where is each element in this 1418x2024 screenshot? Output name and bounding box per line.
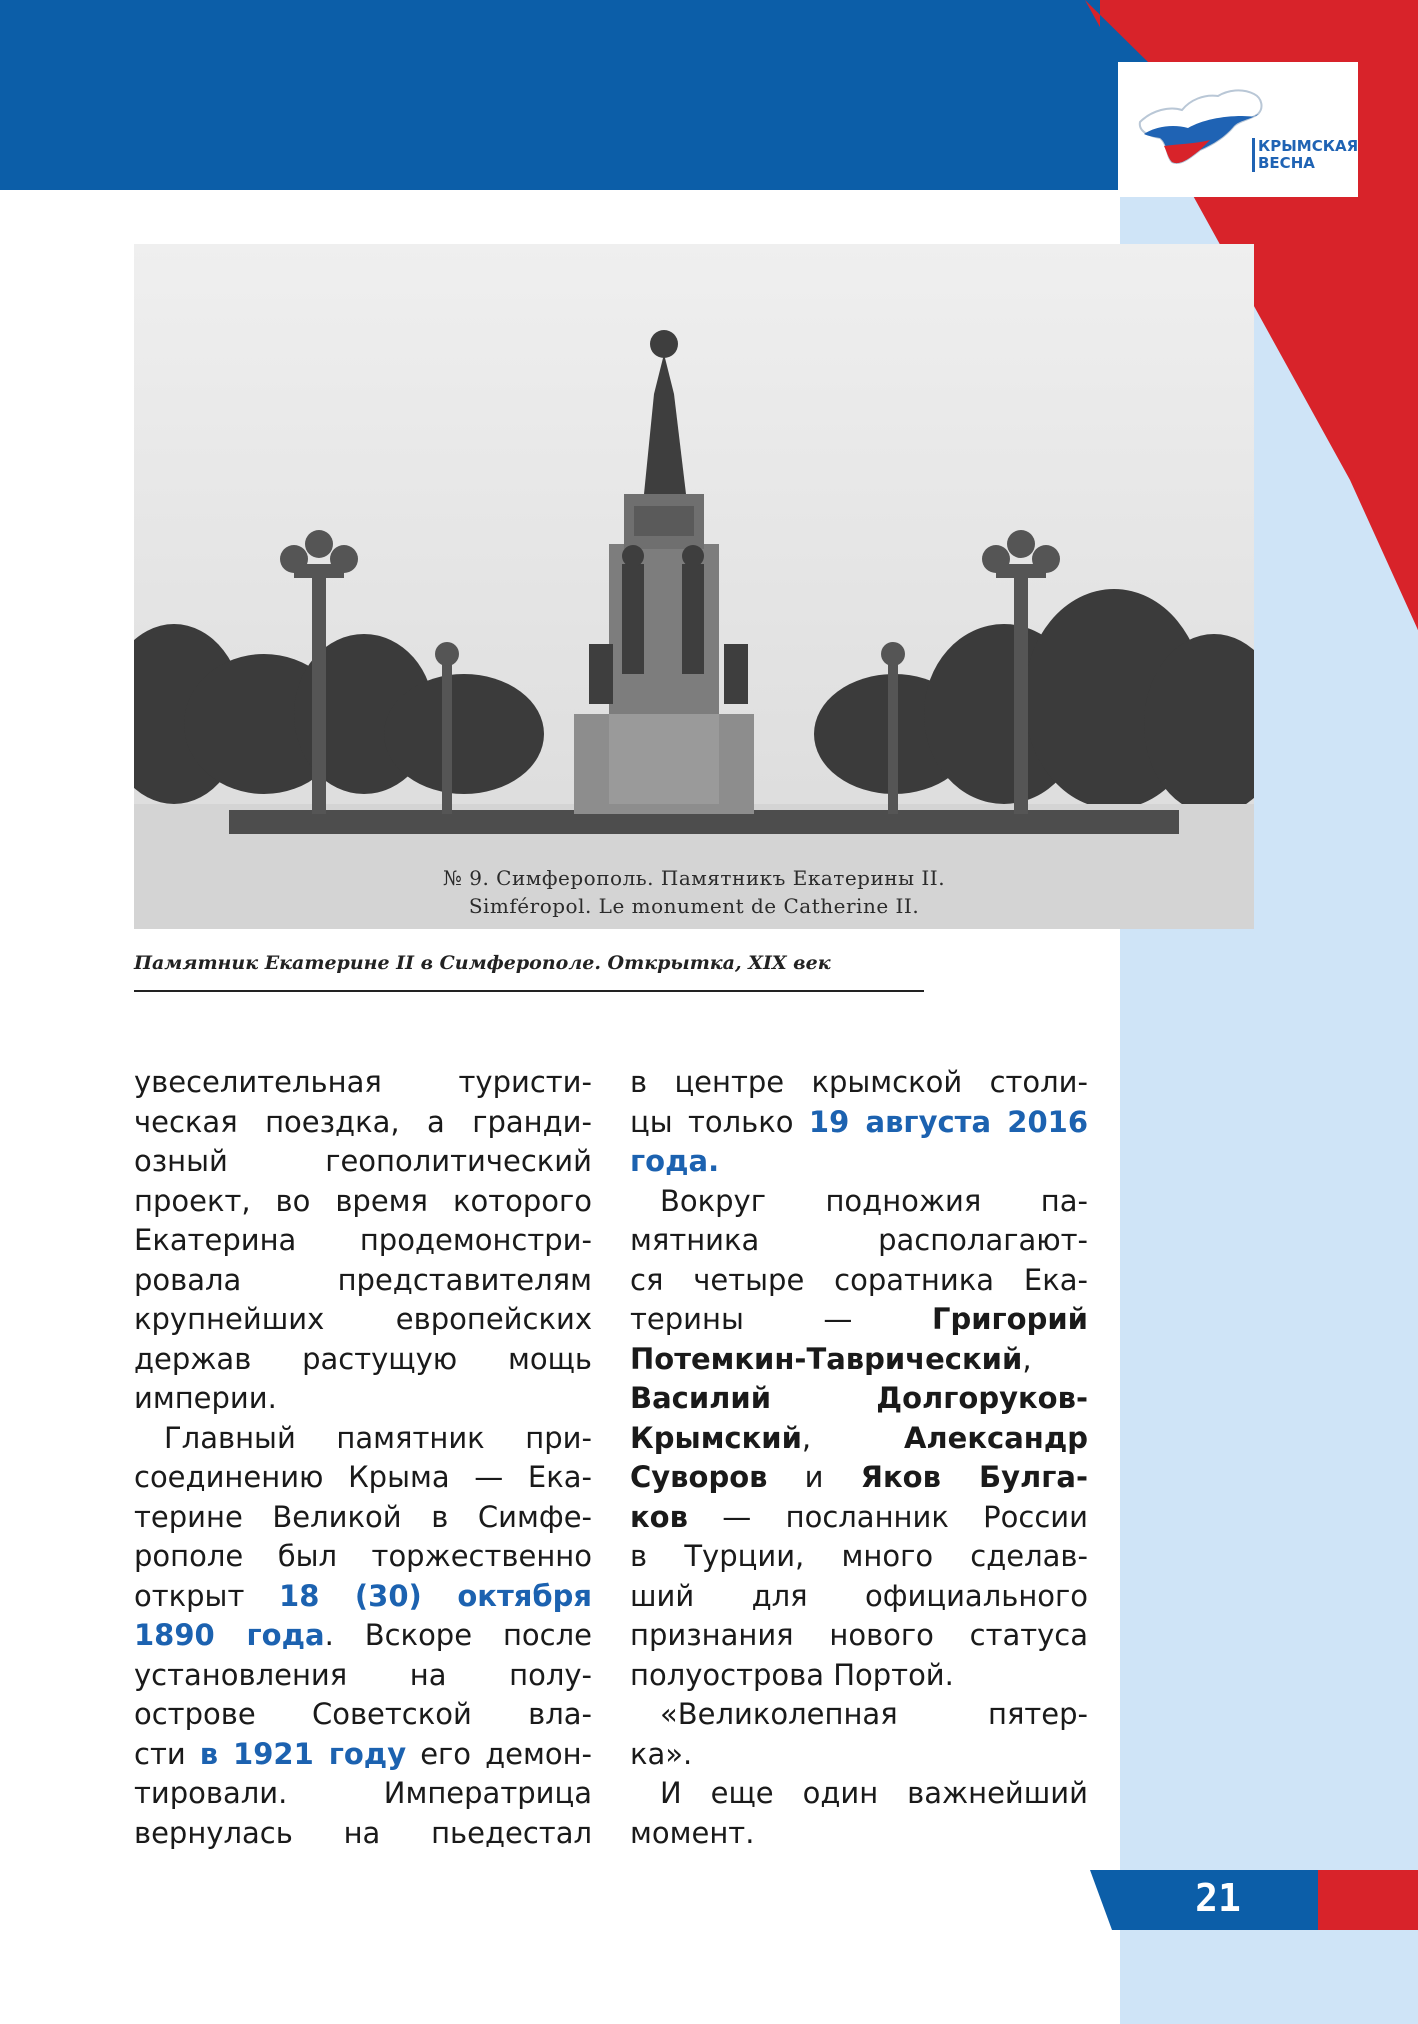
text-line: в Турции, много сделав- bbox=[630, 1539, 1088, 1573]
name-bold: Потемкин-Таврический bbox=[630, 1341, 1023, 1376]
text-line bbox=[630, 1458, 1088, 1498]
photo-caption-line2: Simféropol. Le monument de Catherine II. bbox=[468, 894, 920, 918]
text-line: ческая поездка, а гранди- bbox=[134, 1104, 592, 1139]
name-bold: Василий Долгоруков- bbox=[630, 1381, 1088, 1415]
text-line bbox=[630, 1300, 1088, 1340]
text-line: озный геополитический bbox=[134, 1144, 592, 1178]
name-bold: Яков Булга- bbox=[860, 1460, 1088, 1494]
text-line: ший для официального bbox=[630, 1578, 1088, 1613]
text-line: вернулась на пьедестал bbox=[134, 1815, 592, 1850]
caption-divider bbox=[134, 990, 924, 992]
logo-line1: КРЫМСКАЯ bbox=[1258, 137, 1359, 155]
highlighted-date: 1890 года bbox=[134, 1618, 325, 1652]
text-line: крупнейших европейских bbox=[134, 1302, 592, 1336]
text: , bbox=[1022, 1341, 1032, 1376]
text: его демон- bbox=[420, 1736, 593, 1771]
crimea-map-flag-icon bbox=[1130, 80, 1270, 180]
logo-text bbox=[1252, 138, 1358, 172]
text-line: установления на полу- bbox=[134, 1657, 592, 1692]
logo-line2: ВЕСНА bbox=[1258, 154, 1315, 172]
text-line: проект, во время которого bbox=[134, 1183, 592, 1218]
text-line bbox=[134, 1735, 592, 1775]
text-line: Вокруг подножия па- bbox=[660, 1183, 1088, 1218]
text: . Вскоре после bbox=[324, 1618, 593, 1652]
name-bold: Суворов bbox=[630, 1460, 768, 1494]
text: цы только bbox=[630, 1104, 794, 1139]
text-line: соединению Крыма — Ека- bbox=[134, 1460, 592, 1494]
text-line bbox=[630, 1142, 1088, 1182]
text: и bbox=[804, 1460, 824, 1494]
text-line: империи. bbox=[134, 1381, 277, 1415]
logo-crimean-spring bbox=[1118, 62, 1358, 197]
text-line: признания нового статуса bbox=[630, 1618, 1088, 1652]
text-line: ровала представителям bbox=[134, 1262, 592, 1297]
text-line bbox=[630, 1379, 1088, 1419]
monument-photo bbox=[134, 244, 1254, 929]
text-line bbox=[630, 1419, 1088, 1459]
page-number-red-tab bbox=[1318, 1870, 1418, 1930]
text-line: в центре крымской столи- bbox=[630, 1065, 1088, 1099]
text: , bbox=[801, 1420, 812, 1455]
text-line: полуострова Портой. bbox=[630, 1657, 954, 1692]
name-bold: ков bbox=[630, 1499, 688, 1534]
name-bold: Григорий bbox=[931, 1302, 1088, 1336]
monument-illustration bbox=[134, 244, 1254, 929]
text-line: увеселительная туристи- bbox=[134, 1065, 592, 1099]
top-blue-band bbox=[0, 0, 1100, 190]
text: открыт bbox=[134, 1578, 245, 1613]
text-line: И еще один важнейший bbox=[660, 1776, 1088, 1810]
text-line: «Великолепная пятер- bbox=[660, 1697, 1088, 1731]
text: сти bbox=[134, 1736, 186, 1771]
text: — посланник России bbox=[722, 1499, 1088, 1534]
figure-caption: Памятник Екатерине II в Симферополе. Открытка, XIX век bbox=[134, 952, 831, 974]
text-line bbox=[134, 1616, 592, 1656]
text-line: терине Великой в Симфе- bbox=[134, 1499, 592, 1534]
page-number: 21 bbox=[1195, 1876, 1241, 1920]
highlighted-date: 19 августа 2016 bbox=[808, 1104, 1089, 1139]
name-bold: Крымский bbox=[630, 1420, 802, 1455]
text-line: ся четыре соратника Ека- bbox=[630, 1262, 1088, 1297]
text-line bbox=[630, 1498, 1088, 1538]
highlighted-date: года. bbox=[630, 1144, 720, 1178]
highlighted-date: в 1921 году bbox=[199, 1736, 407, 1771]
highlighted-date: 18 (30) октября bbox=[279, 1578, 593, 1613]
text-line: рополе был торжественно bbox=[134, 1539, 592, 1573]
text-line bbox=[630, 1340, 1088, 1380]
text-line: держав растущую мощь bbox=[134, 1341, 592, 1376]
name-bold: Александр bbox=[903, 1420, 1088, 1455]
text-line: момент. bbox=[630, 1815, 755, 1850]
left-column bbox=[134, 1063, 592, 1853]
photo-caption-line1: № 9. Симферополь. Памятникъ Екатерины II. bbox=[442, 866, 946, 890]
right-column bbox=[630, 1063, 1088, 1853]
text-line: мятника располагают- bbox=[630, 1223, 1088, 1257]
text-line: ка». bbox=[630, 1736, 693, 1771]
text-line: тировали. Императрица bbox=[134, 1776, 592, 1810]
text-line: Екатерина продемонстри- bbox=[134, 1223, 592, 1257]
text-line bbox=[134, 1577, 592, 1617]
text: терины — bbox=[630, 1302, 853, 1336]
text-line: острове Советской вла- bbox=[134, 1697, 592, 1731]
text-line bbox=[630, 1103, 1088, 1143]
text-line: Главный памятник при- bbox=[164, 1420, 592, 1455]
